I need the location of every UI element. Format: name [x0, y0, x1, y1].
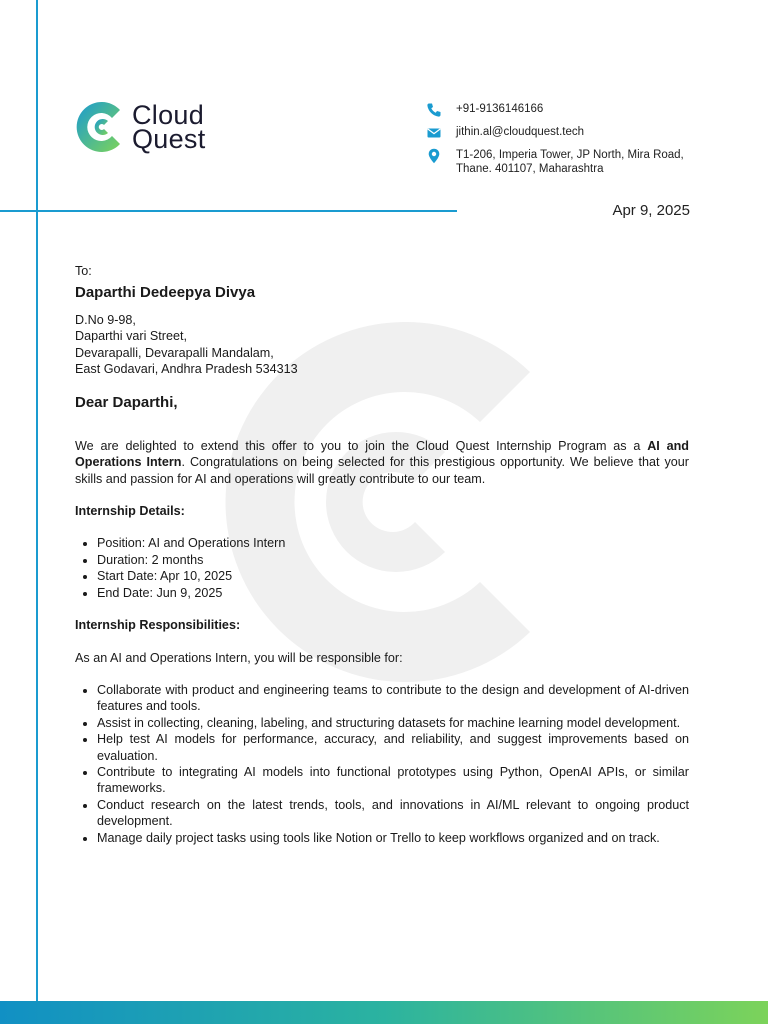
list-item: • Duration: 2 months [97, 552, 689, 568]
recipient-address-line: East Godavari, Andhra Pradesh 534313 [75, 362, 298, 377]
contact-address-row [426, 148, 696, 176]
list-item: • Contribute to integrating AI models into functional prototypes using Python, OpenAI APIs, or similar frameworks. [97, 764, 689, 797]
intro-paragraph [75, 438, 689, 487]
contact-address: T1-206, Imperia Tower, JP North, Mira Road, Thane. 401107, Maharashtra [456, 149, 684, 175]
intro-text-part2: . Congratulations on being selected for this prestigious opportunity. We believe that your skills and passion for AI and operations will greatly contribute to our team. [75, 455, 690, 486]
location-pin-icon [426, 148, 442, 164]
responsibilities-intro: As an AI and Operations Intern, you will be responsible for: [75, 650, 403, 665]
intro-text-part1: We are delighted to extend this offer to you to join the Cloud Quest Internship Program as a [75, 438, 648, 453]
footer-gradient-bar [0, 1001, 768, 1024]
contact-email[interactable]: jithin.al@cloudquest.tech [456, 126, 585, 138]
cloud-quest-logo-icon [74, 98, 128, 156]
recipient-address-line: Devarapalli, Devarapalli Mandalam, [75, 345, 274, 360]
list-item: • Help test AI models for performance, accuracy, and reliability, and suggest improvements based on evaluation. [97, 731, 689, 764]
list-item: • Manage daily project tasks using tools like Notion or Trello to keep workflows organized and on track. [97, 830, 689, 846]
greeting: Dear Daparthi, [75, 394, 178, 412]
company-logo [74, 98, 206, 156]
intro-role-bold: AI and Operations Intern [75, 438, 689, 470]
contact-phone-row [426, 102, 696, 118]
letter-body [75, 263, 689, 862]
recipient-address-line: D.No 9-98, [75, 312, 136, 327]
details-list [75, 535, 689, 601]
recipient-address-line: Daparthi vari Street, [75, 329, 187, 344]
email-icon [426, 125, 442, 141]
contact-block [426, 102, 696, 183]
left-border-line [36, 0, 38, 1001]
company-name [132, 100, 206, 154]
list-item: • Assist in collecting, cleaning, labeling, and structuring datasets for machine learning model development. [97, 715, 689, 731]
phone-icon [426, 102, 442, 118]
list-item: • Position: AI and Operations Intern [97, 535, 689, 551]
to-label: To: [75, 264, 92, 278]
contact-phone: +91-9136146166 [456, 103, 544, 115]
list-item: • Conduct research on the latest trends, tools, and innovations in AI/ML relevant to ongoing product development. [97, 797, 689, 830]
header-divider-line [0, 210, 457, 212]
contact-email-row [426, 125, 696, 141]
list-item: • Collaborate with product and engineering teams to contribute to the design and development of AI-driven features and tools. [97, 682, 689, 715]
list-item: • End Date: Jun 9, 2025 [97, 585, 689, 601]
recipient-name: Daparthi Dedeepya Divya [75, 284, 256, 302]
company-name-line1: Cloud [132, 100, 205, 130]
letter-date: Apr 9, 2025 [612, 202, 690, 219]
responsibilities-title: Internship Responsibilities: [75, 618, 241, 633]
list-item: • Start Date: Apr 10, 2025 [97, 568, 689, 584]
responsibilities-list [75, 682, 689, 846]
details-title: Internship Details: [75, 504, 185, 519]
company-name-line2: Quest [132, 124, 206, 154]
